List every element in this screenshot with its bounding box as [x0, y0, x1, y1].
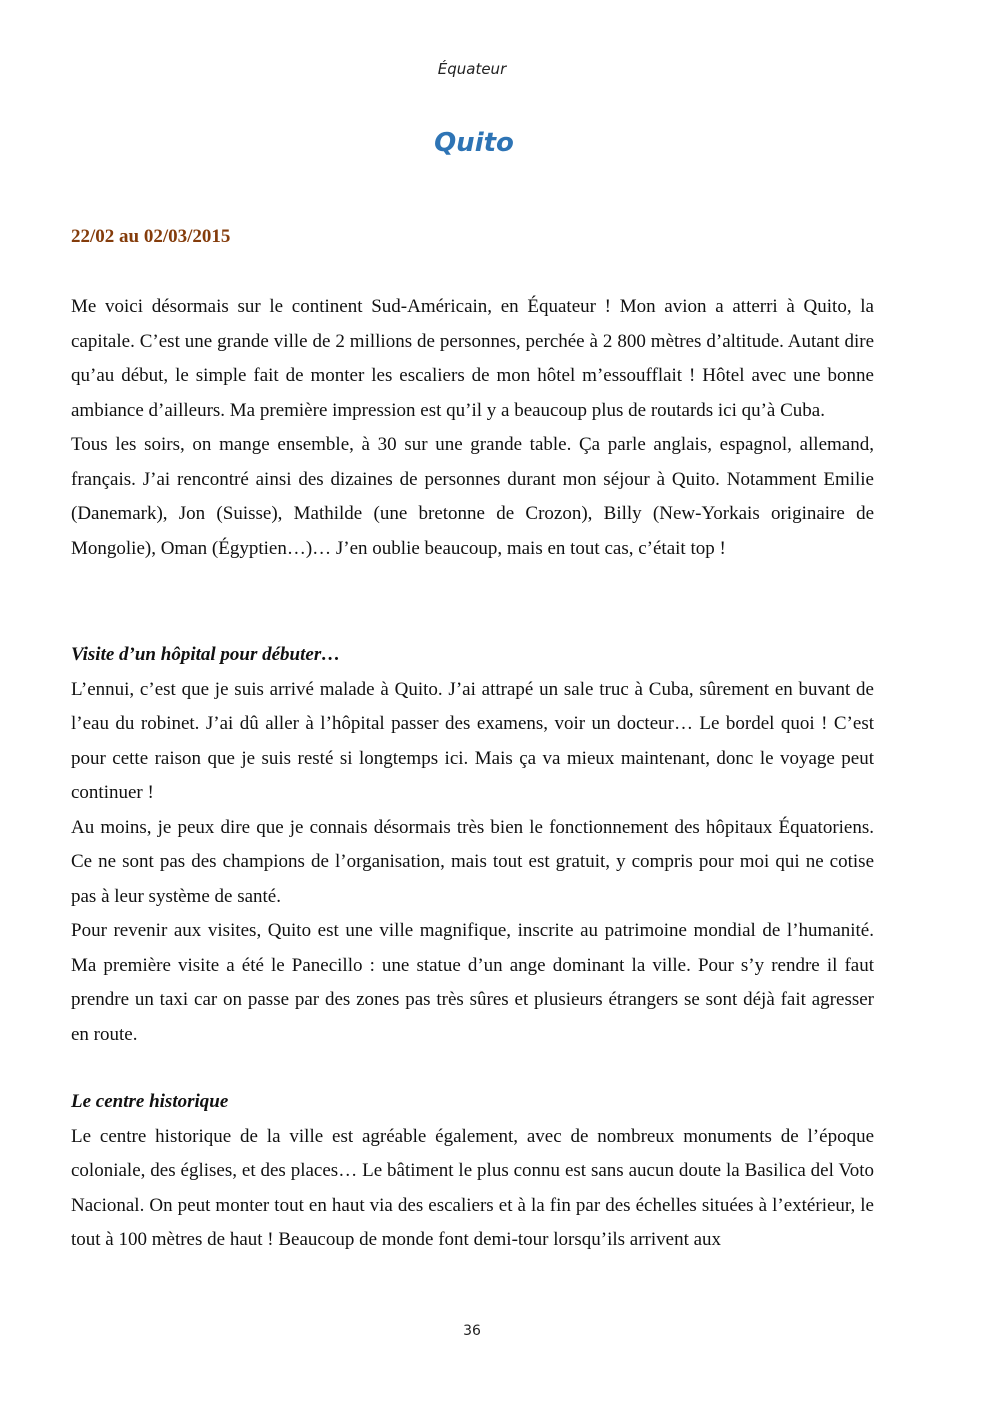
- hospital-section: [71, 638, 874, 1052]
- hospital-paragraph-1: L’ennui, c’est que je suis arrivé malade à Quito. J’ai attrapé un sale truc à Cuba, sûrement en buvant de l’eau du robinet. J’ai dû aller à l’hôpital passer des examens, voir un docteur… Le bordel quoi ! C’est pour cette raison que je suis resté si longtemps ici. Mais ça va mieux maintenant, donc le voyage peut continuer !: [71, 678, 874, 803]
- intro-section: [71, 290, 874, 566]
- hospital-paragraph-3: Pour revenir aux visites, Quito est une ville magnifique, inscrite au patrimoine mondial de l’humanité. Ma première visite a été le Panecillo : une statue d’un ange dominant la ville. Pour s’y rendre il faut prendre un taxi car on passe par des zones pas très sûres et plusieurs étrangers se sont déjà fait agresser en route.: [71, 920, 874, 1045]
- hospital-heading: Visite d’un hôpital pour débuter…: [71, 644, 341, 665]
- historic-paragraph-1: Le centre historique de la ville est agréable également, avec de nombreux monuments de l’époque coloniale, des églises, et des places… Le bâtiment le plus connu est sans aucun doute la Basilica del Voto Nacional. On peut monter tout en haut via des escaliers et à la fin par des échelles situées à l’extérieur, le tout à 100 mètres de haut ! Beaucoup de monde font demi-tour lorsqu’ils arrivent aux: [71, 1125, 874, 1250]
- date-range: 22/02 au 02/03/2015: [71, 226, 231, 247]
- historic-section: [71, 1085, 874, 1258]
- running-header: Équateur: [437, 60, 507, 78]
- hospital-paragraph-2: Au moins, je peux dire que je connais désormais très bien le fonctionnement des hôpitaux Équatoriens. Ce ne sont pas des champions de l’organisation, mais tout est gratuit, y compris pour moi qui ne cotise pas à leur système de santé.: [71, 816, 874, 907]
- intro-paragraph-2: Tous les soirs, on mange ensemble, à 30 sur une grande table. Ça parle anglais, espagnol, allemand, français. J’ai rencontré ainsi des dizaines de personnes durant mon séjour à Quito. Notamment Emilie (Danemark), Jon (Suisse), Mathilde (une bretonne de Crozon), Billy (New-Yorkais originaire de Mongolie), Oman (Égyptien…)… J’en oublie beaucoup, mais en tout cas, c’était top !: [71, 434, 874, 559]
- page-title: Quito: [434, 128, 514, 158]
- historic-heading: Le centre historique: [71, 1091, 229, 1112]
- intro-paragraph-1: Me voici désormais sur le continent Sud-Américain, en Équateur ! Mon avion a atterri à Quito, la capitale. C’est une grande ville de 2 millions de personnes, perchée à 2 800 mètres d’altitude. Autant dire qu’au début, le simple fait de monter les escaliers de mon hôtel m’essoufflait ! Hôtel avec une bonne ambiance d’ailleurs. Ma première impression est qu’il y a beaucoup plus de routards ici qu’à Cuba.: [71, 296, 874, 421]
- page-number: 36: [463, 1323, 481, 1339]
